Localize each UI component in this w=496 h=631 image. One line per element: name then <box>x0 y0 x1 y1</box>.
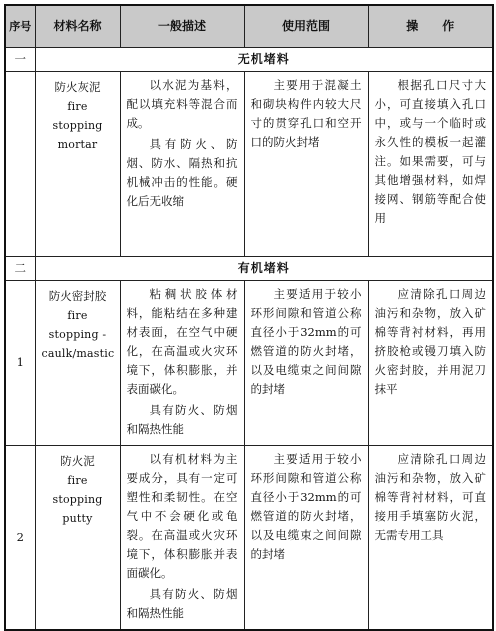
document-page <box>4 4 492 620</box>
category-row <box>5 256 493 280</box>
row-seq: 2 <box>5 445 35 630</box>
material-name-cn: 防火泥 <box>60 453 95 468</box>
description-paragraph: 具有防火、防烟和隔热性能 <box>126 402 238 436</box>
scope-cell: 主要适用于较小环形间隙和管道公称直径小于32mm的可燃管道的防火封堵，以及电缆束之间间隙的封堵 <box>244 280 368 445</box>
table-row <box>5 445 493 630</box>
description-paragraph: 以有机材料为主要成分，具有一定可塑性和柔韧性。在空气中不会硬化或龟裂。在高温或火灾环境下，体积膨胀并表面碳化。 <box>126 451 238 580</box>
material-name-cn: 防火密封胶 <box>48 288 107 303</box>
description-cell <box>120 280 244 445</box>
category-row <box>5 47 493 71</box>
operation-cell: 应清除孔口周边油污和杂物，放入矿棉等背衬材料，再用挤胶枪或镘刀填入防火密封胶，并用泥刀抹平 <box>368 280 493 445</box>
description-paragraph: 具有防火、防烟和隔热性能 <box>126 586 238 620</box>
fire-stopping-material-table <box>4 4 494 631</box>
description-cell <box>120 71 244 256</box>
scope-cell: 主要用于混凝土和砌块构件内较大尺寸的贯穿孔口和空开口的防火封堵 <box>244 71 368 256</box>
table-row <box>5 280 493 445</box>
header-operation: 操 作 <box>368 5 493 47</box>
material-name-cn: 防火灰泥 <box>54 79 101 94</box>
category-seq: 二 <box>5 256 35 280</box>
header-seq: 序号 <box>5 5 35 47</box>
description-paragraph: 以水泥为基料，配以填充料等混合而成。 <box>126 77 238 130</box>
operation-cell: 根据孔口尺寸大小，可直接填入孔口中，或与一个临时或永久性的模板一起灌注。如果需要，可与其他增强材料，如焊接网、钢筋等配合使用 <box>368 71 493 256</box>
scope-cell: 主要适用于较小环形间隙和管道公称直径小于32mm的可燃管道的防火封堵，以及电缆束之间间隙的封堵 <box>244 445 368 630</box>
description-paragraph: 具有防火、防烟、防水、隔热和抗机械冲击的性能。硬化后无收缩 <box>126 136 238 208</box>
material-name-en: fire stopping putty <box>52 473 103 525</box>
description-cell <box>120 445 244 630</box>
category-label: 无机堵料 <box>35 47 493 71</box>
category-label: 有机堵料 <box>35 256 493 280</box>
header-general-description: 一般描述 <box>120 5 244 47</box>
material-name-cell <box>35 280 120 445</box>
material-name-en: fire stopping -caulk/mastic <box>41 308 115 360</box>
category-seq: 一 <box>5 47 35 71</box>
operation-cell: 应清除孔口周边油污和杂物，放入矿棉等背衬材料，可直接用手填塞防火泥，无需专用工具 <box>368 445 493 630</box>
material-name-cell <box>35 445 120 630</box>
header-material-name: 材料名称 <box>35 5 120 47</box>
row-seq <box>5 71 35 256</box>
row-seq: 1 <box>5 280 35 445</box>
description-paragraph: 粘稠状胶体材料，能粘结在多种建材表面，在空气中硬化，在高温或火灾环境下，体积膨胀，并表面碳化。 <box>126 286 238 396</box>
material-name-en: fire stopping mortar <box>52 99 103 151</box>
table-header-row <box>5 5 493 47</box>
material-name-cell <box>35 71 120 256</box>
table-row <box>5 71 493 256</box>
header-scope-of-use: 使用范围 <box>244 5 368 47</box>
